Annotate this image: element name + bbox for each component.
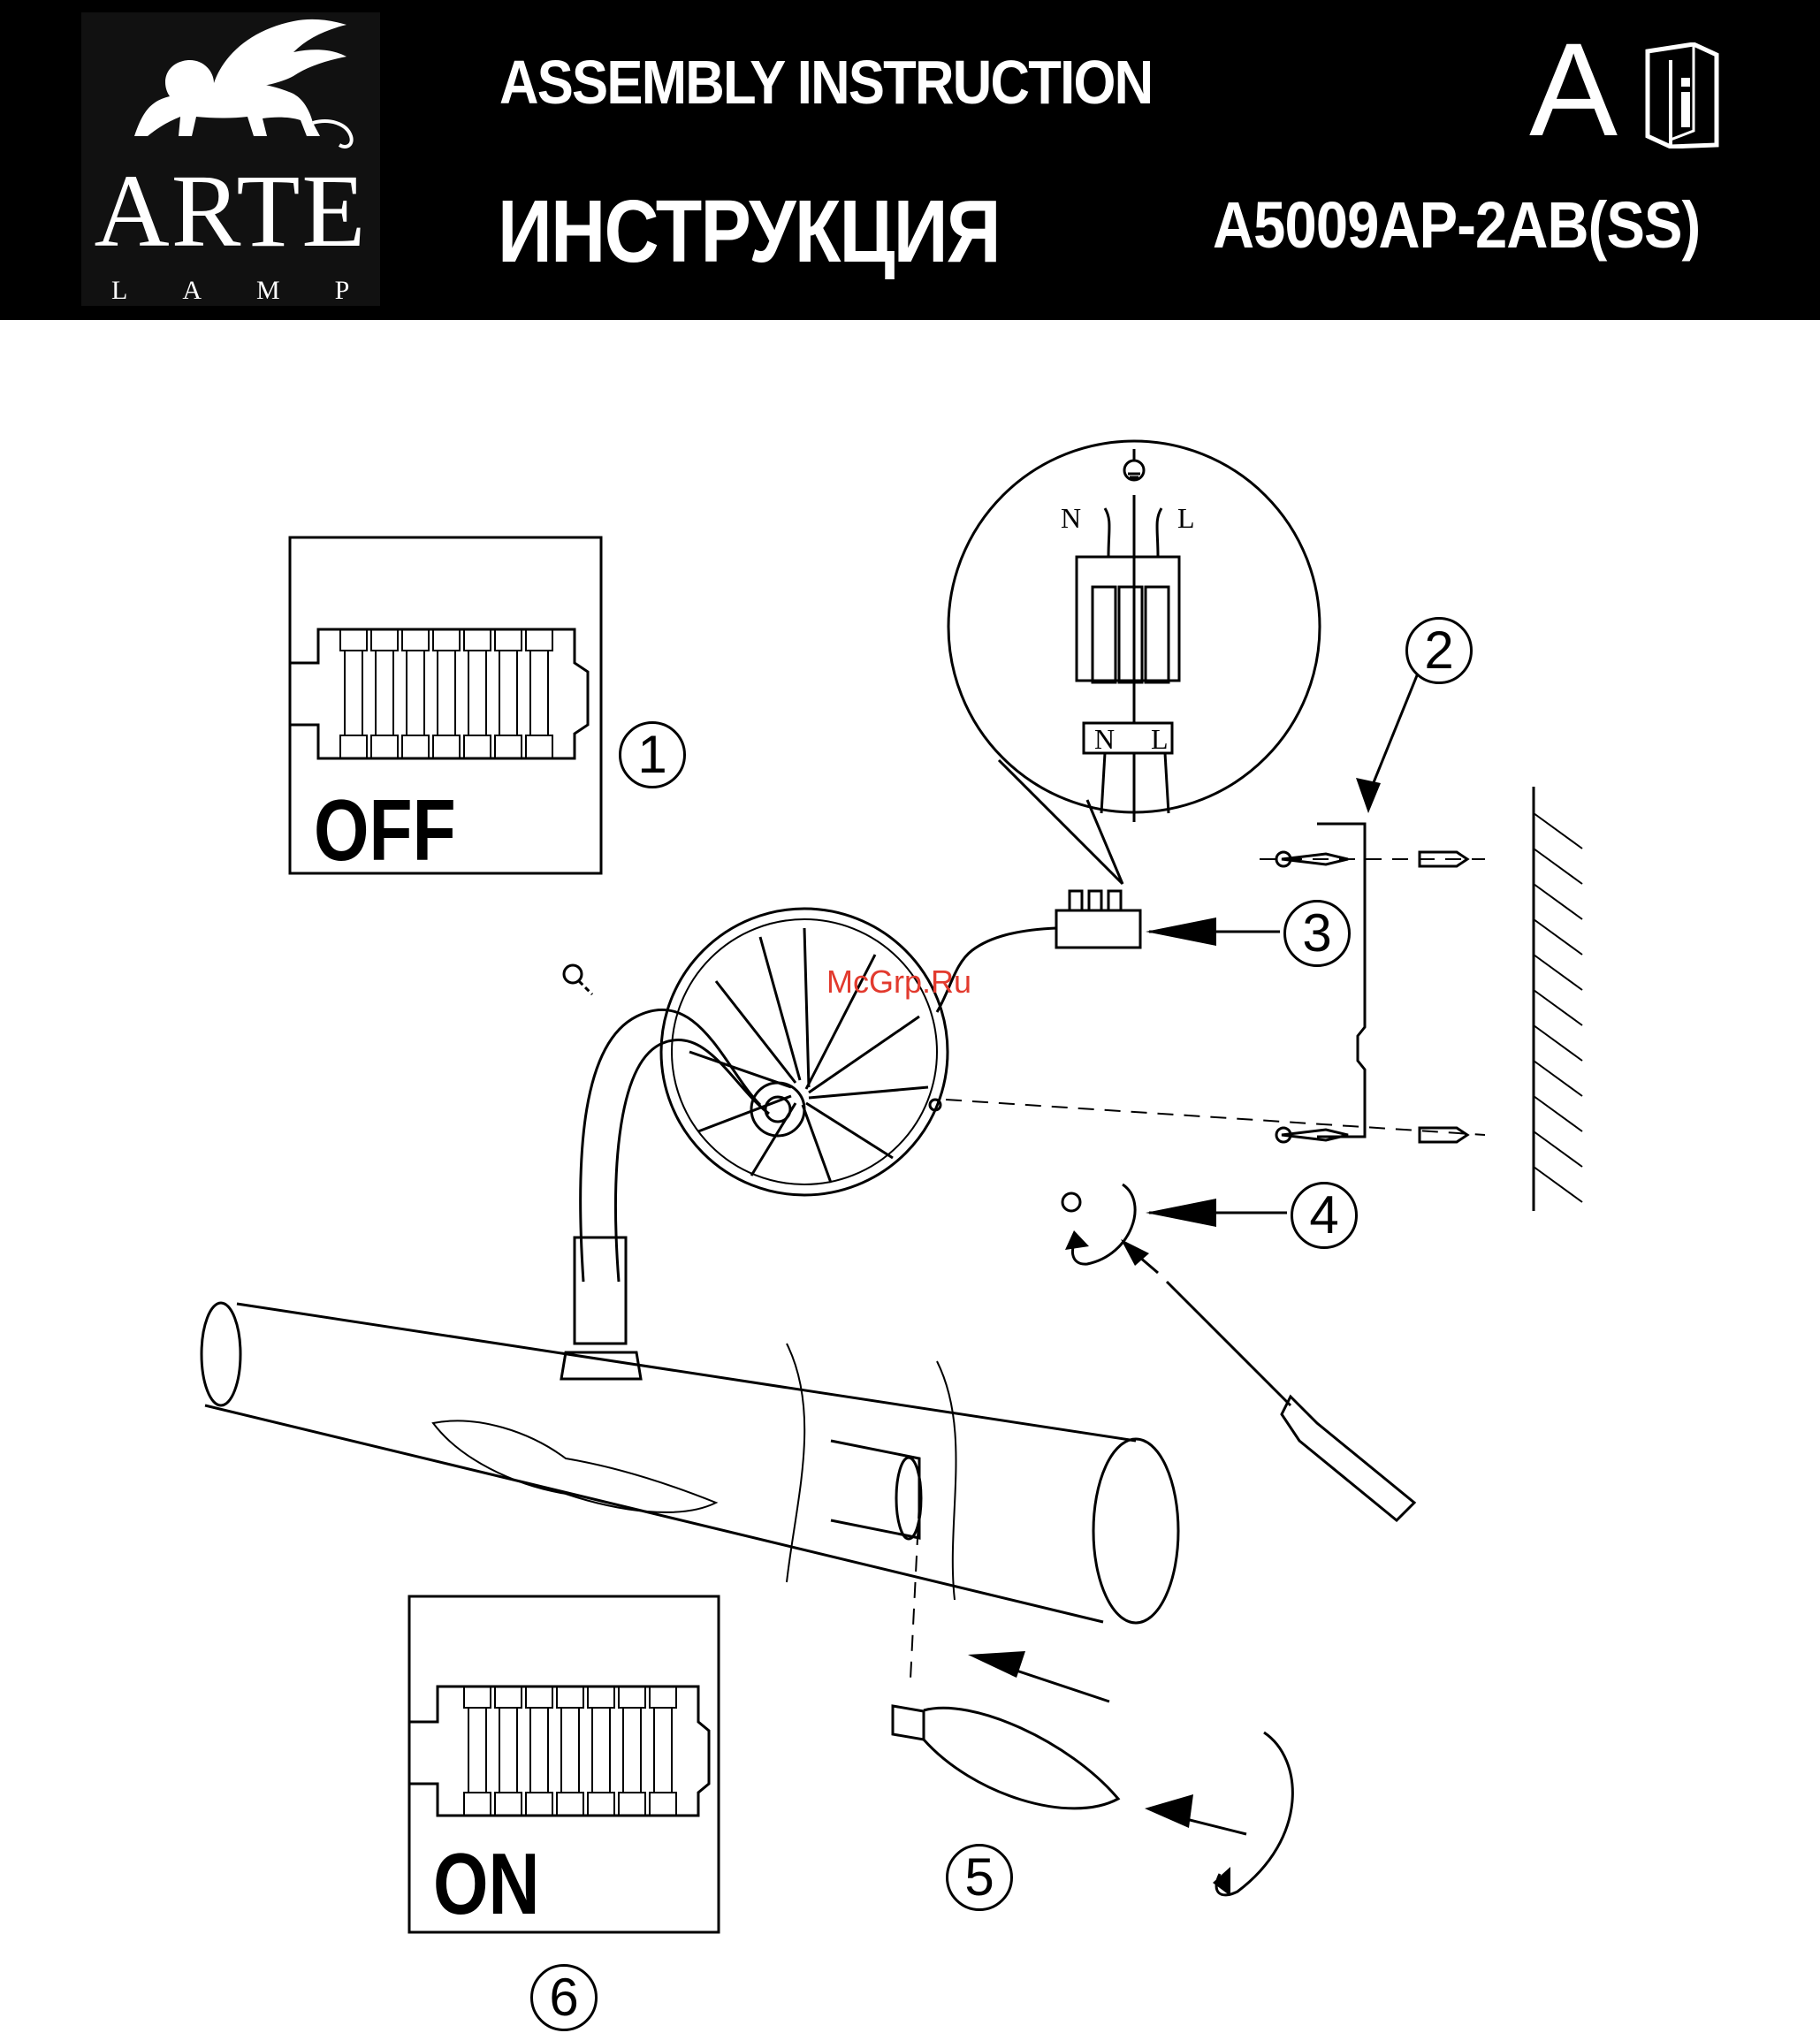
terminal-label-l: L xyxy=(1151,723,1169,755)
header-bar xyxy=(0,0,1820,320)
wall-dowel-bottom-icon xyxy=(1420,1128,1467,1142)
on-label: ON xyxy=(433,1835,540,1932)
wire-label-n: N xyxy=(1061,502,1082,534)
dashed-guide-bottom xyxy=(946,1100,1485,1135)
step-6-callout: 6 xyxy=(530,1964,598,2031)
wall-rosette-icon xyxy=(661,909,948,1195)
watermark-text: McGrp.Ru xyxy=(826,963,972,1000)
lamp-shade-tube xyxy=(202,1303,1178,1679)
wall-screw-bottom-icon xyxy=(1276,1128,1348,1142)
section-letter: A xyxy=(1529,15,1618,164)
logo-sub-text: LAMP xyxy=(111,276,405,305)
breaker-block-off-icon xyxy=(290,629,588,758)
arrowhead-twist xyxy=(1145,1794,1193,1828)
arte-lamp-logo xyxy=(81,12,405,306)
title-english: ASSEMBLY INSTRUCTION xyxy=(499,48,1153,117)
arrowhead-3 xyxy=(1146,918,1216,946)
terminal-block-detail-icon xyxy=(1077,449,1179,822)
model-number: A5009AP-2AB(SS) xyxy=(1213,188,1701,262)
candle-bulb-icon xyxy=(893,1706,1118,1808)
arrowhead-rotate-bulb xyxy=(1213,1867,1230,1896)
rotate-arc-screw xyxy=(1072,1184,1135,1264)
step-5-callout: 5 xyxy=(946,1844,1013,1911)
rosette-screw-icon xyxy=(1062,1193,1080,1211)
breaker-block-on-icon xyxy=(409,1687,709,1816)
step-1-callout: 1 xyxy=(619,721,686,788)
lamp-arm xyxy=(581,1009,769,1282)
step-4-callout: 4 xyxy=(1291,1182,1358,1249)
arrowhead-4 xyxy=(1146,1199,1216,1227)
terminal-label-n: N xyxy=(1094,723,1116,755)
mounting-bracket xyxy=(1317,824,1365,1137)
screwdriver-icon xyxy=(1167,1282,1414,1520)
step-2-callout: 2 xyxy=(1405,617,1473,684)
wire-label-l: L xyxy=(1177,502,1195,534)
arm-screw-icon xyxy=(564,965,592,994)
off-label: OFF xyxy=(314,781,456,879)
arrowhead-2 xyxy=(1356,778,1381,813)
arrowhead-insert xyxy=(968,1651,1025,1678)
title-russian: ИНСТРУКЦИЯ xyxy=(498,182,1000,281)
assembly-diagram xyxy=(0,320,1820,2033)
arrowhead-rotate-screw xyxy=(1065,1230,1089,1250)
manual-info-icon xyxy=(1641,42,1722,148)
step-3-callout: 3 xyxy=(1283,900,1351,967)
griffin-logo-icon xyxy=(81,12,380,163)
wall-hatching xyxy=(1534,813,1582,1202)
logo-brand-text: ARTE xyxy=(94,153,368,269)
arrow-2 xyxy=(1368,656,1425,796)
